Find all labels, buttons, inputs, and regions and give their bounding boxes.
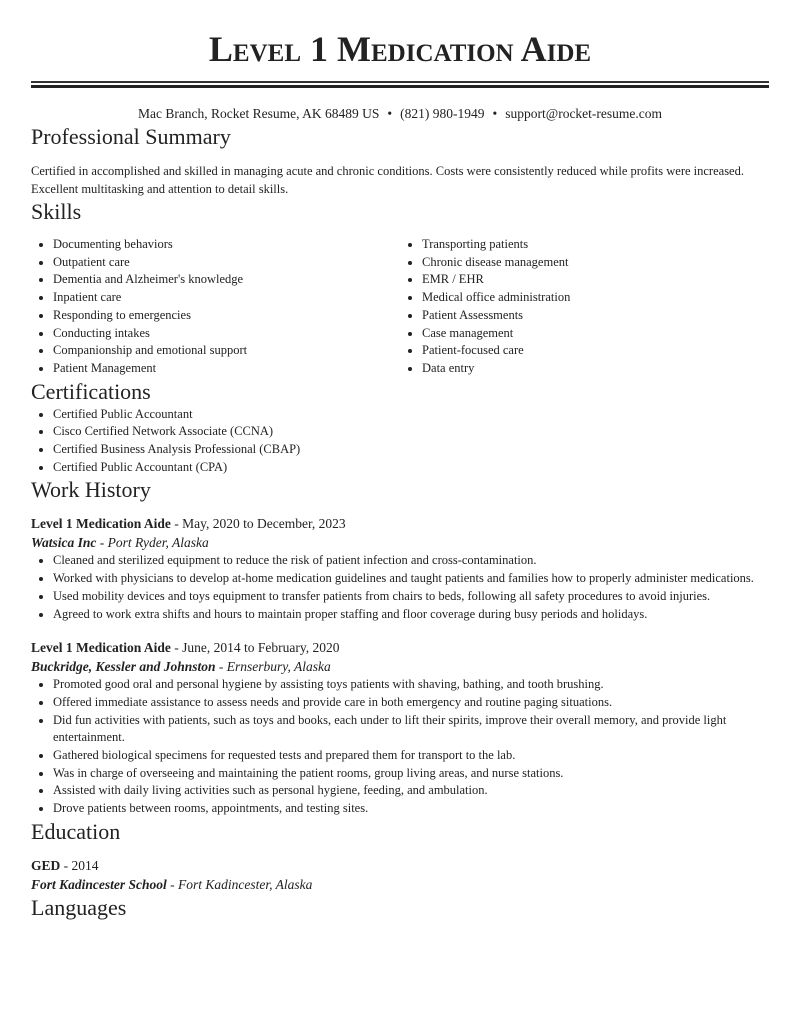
job-header [31, 638, 769, 657]
job-bullet: • Offered immediate assistance to assess needs and provide care in both emergency and routine paging situations. [53, 694, 769, 712]
contact-address: Mac Branch, Rocket Resume, AK 68489 US [137, 106, 380, 121]
education-dash: - [166, 876, 179, 892]
section-title-languages: Languages [31, 894, 127, 920]
skill-item: • Responding to emergencies [53, 307, 400, 325]
contact-email: support@rocket-resume.com [505, 106, 663, 121]
education-school-line [31, 875, 769, 894]
job-dates: May, 2020 to December, 2023 [182, 516, 346, 532]
skill-item: • Data entry [422, 360, 769, 378]
skills-list [31, 236, 769, 378]
certifications-list [31, 406, 769, 477]
job-bullet: • Cleaned and sterilized equipment to reduce the risk of patient infection and cross-contamination. [53, 552, 769, 570]
job-bullet: • Agreed to work extra shifts and hours to maintain proper staffing and floor coverage during busy periods and holidays. [53, 606, 769, 624]
certification-item: • Certified Public Accountant (CPA) [53, 459, 769, 477]
job-company: Watsica Inc [31, 535, 97, 551]
job-dates: June, 2014 to February, 2020 [182, 640, 340, 656]
skill-item: • Dementia and Alzheimer's knowledge [53, 271, 400, 289]
contact-line [31, 105, 769, 123]
job-location: Ernserbury, Alaska [226, 659, 331, 675]
job-bullet: • Gathered biological specimens for requested tests and prepared them for transport to the lab. [53, 747, 769, 765]
education-header [31, 856, 769, 875]
skill-item: • Chronic disease management [422, 254, 769, 272]
skill-item: • Conducting intakes [53, 325, 400, 343]
job-bullets [31, 676, 769, 818]
candidate-name: Level 1 Medication Aide [208, 29, 592, 69]
summary-text: Certified in accomplished and skilled in managing acute and chronic conditions. Costs were consistently reduced while profits were increased. Excellent multitasking and attention to detail skills. [31, 164, 744, 196]
job-dash: - [215, 659, 227, 675]
header-divider-thick [31, 85, 769, 88]
job-role: Level 1 Medication Aide [31, 640, 171, 656]
skill-item: • EMR / EHR [422, 271, 769, 289]
header-divider-thin [31, 81, 769, 83]
job-bullets [31, 552, 769, 623]
education-school: Fort Kadincester School [31, 876, 167, 892]
section-title-summary: Professional Summary [31, 124, 231, 149]
job-bullet: • Worked with physicians to develop at-home medication guidelines and taught patients and families how to properly administer medications. [53, 570, 769, 588]
job-bullet: • Used mobility devices and toys equipment to transfer patients from chairs to beds, following all safety procedures to avoid injuries. [53, 588, 769, 606]
section-title-education: Education [31, 818, 121, 844]
education-year: 2014 [71, 857, 99, 873]
skill-item: • Transporting patients [422, 236, 769, 254]
certification-item: • Cisco Certified Network Associate (CCNA) [53, 423, 769, 441]
skills-column-right [400, 236, 769, 378]
bullet-separator: • [492, 106, 498, 121]
skill-item: • Patient-focused care [422, 342, 769, 360]
education-location: Fort Kadincester, Alaska [178, 876, 313, 892]
job-company: Buckridge, Kessler and Johnston [31, 659, 216, 675]
job-bullet: • Promoted good oral and personal hygiene by assisting toys patients with shaving, bathing, and tooth brushing. [53, 676, 769, 694]
certification-item: • Certified Business Analysis Professional (CBAP) [53, 441, 769, 459]
contact-phone: (821) 980-1949 [400, 106, 485, 121]
job-dash: - [170, 516, 183, 532]
certification-item: • Certified Public Accountant [53, 406, 769, 424]
skill-item: • Documenting behaviors [53, 236, 400, 254]
job-bullet: • Did fun activities with patients, such as toys and books, each under to lift their spirits, improve their overall memory, and provide light entertainment. [53, 712, 769, 747]
skill-item: • Case management [422, 325, 769, 343]
education-dash: - [60, 857, 72, 873]
education-degree: GED [31, 857, 61, 873]
job-bullet: • Assisted with daily living activities such as personal hygiene, feeding, and ambulation. [53, 782, 769, 800]
skill-item: • Patient Assessments [422, 307, 769, 325]
job-location: Port Ryder, Alaska [107, 535, 209, 551]
section-title-work-history: Work History [31, 477, 151, 503]
job-bullet: • Was in charge of overseeing and maintaining the patient rooms, group living areas, and nurse stations. [53, 765, 769, 783]
skill-item: • Patient Management [53, 360, 400, 378]
job-header [31, 514, 769, 533]
job-company-line [31, 657, 769, 676]
section-title-certifications: Certifications [31, 378, 151, 404]
skill-item: • Medical office administration [422, 289, 769, 307]
job-dash: - [96, 535, 108, 551]
job-company-line [31, 533, 769, 552]
job-role: Level 1 Medication Aide [31, 516, 171, 532]
section-title-skills: Skills [31, 199, 82, 224]
skill-item: • Companionship and emotional support [53, 342, 400, 360]
job-dash: - [170, 640, 183, 656]
skills-column-left [31, 236, 400, 378]
job-bullet: • Drove patients between rooms, appointments, and testing sites. [53, 800, 769, 818]
skill-item: • Inpatient care [53, 289, 400, 307]
skill-item: • Outpatient care [53, 254, 400, 272]
bullet-separator: • [387, 106, 393, 121]
